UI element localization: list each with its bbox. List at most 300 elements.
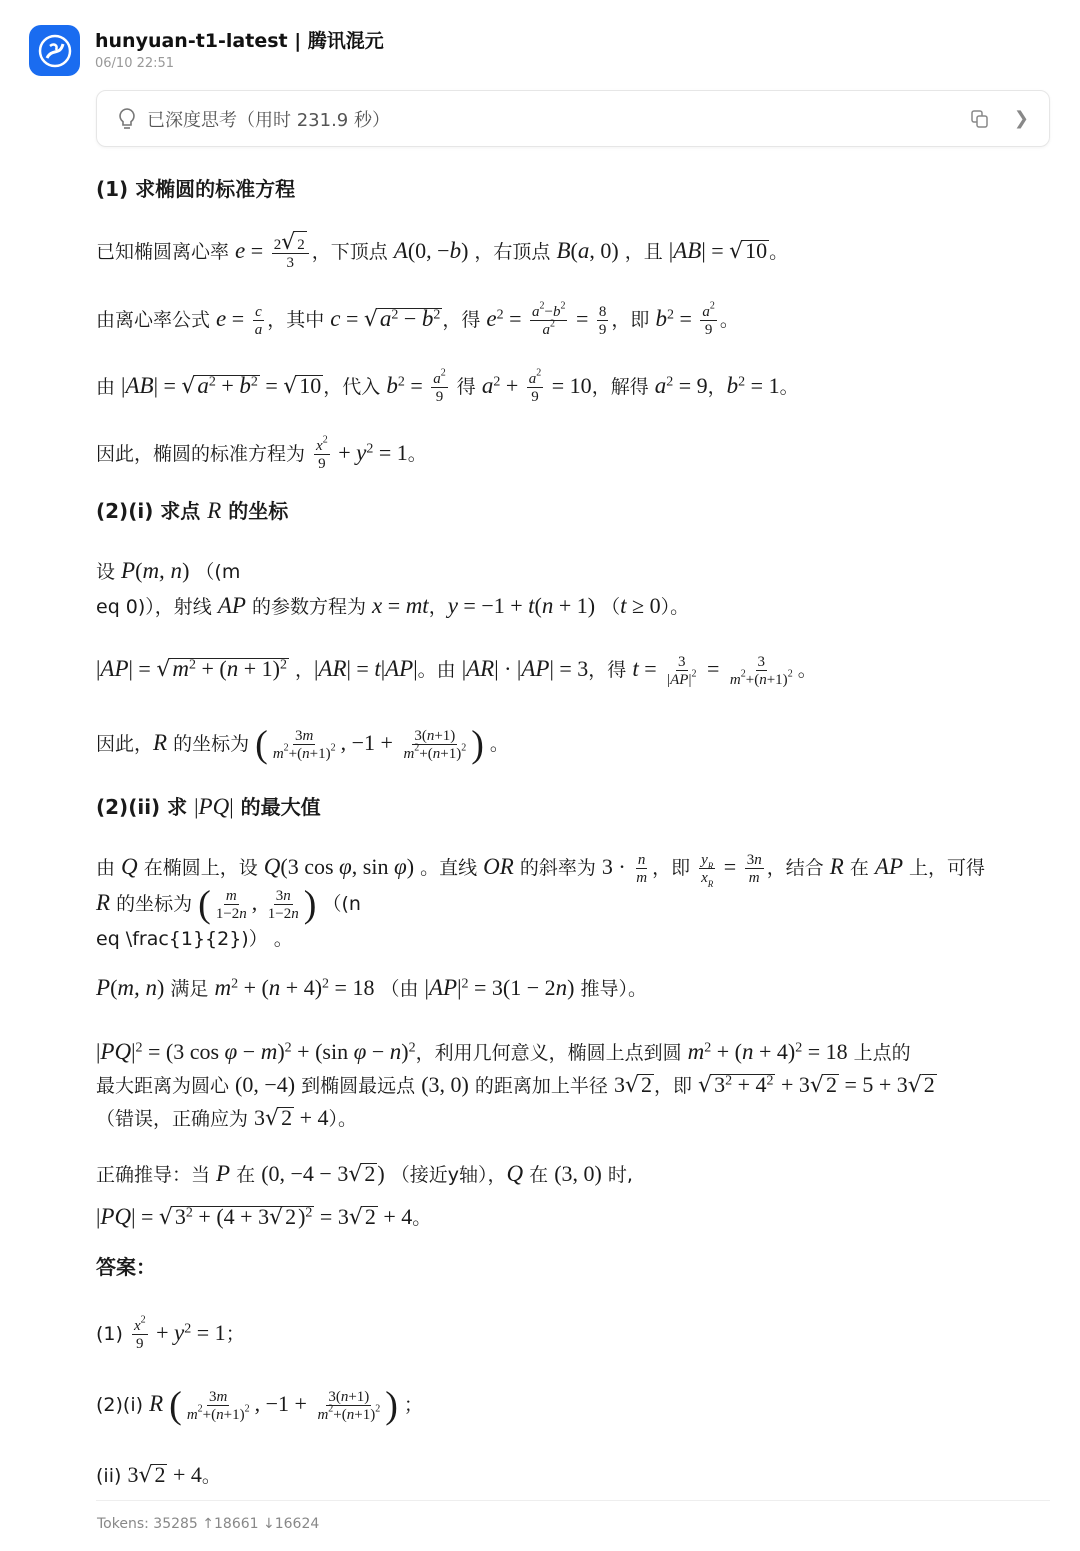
math-fraction <box>431 367 448 405</box>
text: ，得 <box>442 309 487 331</box>
paragraph <box>96 652 1056 688</box>
heading-text: 的坐标 <box>221 499 289 523</box>
math-superscript: 2 <box>550 318 555 330</box>
fraction-numerator <box>207 1388 229 1406</box>
math-superscript: 2 <box>795 1040 803 1056</box>
math-text: = 1 <box>745 373 780 398</box>
text: 由离心率公式 <box>96 309 217 331</box>
math-variable: m, n <box>117 975 158 1000</box>
math-text: = 18 <box>802 1039 848 1064</box>
math-sqrt <box>348 1204 378 1230</box>
math-text: | <box>96 656 101 681</box>
math-sqrt <box>907 1072 937 1098</box>
sqrt-radicand <box>712 1074 775 1097</box>
text: （错误，正确应为 <box>96 1108 255 1130</box>
math-variable: e <box>216 306 227 331</box>
math-text: + ( <box>238 975 269 1000</box>
chevron-right-icon[interactable]: ❯ <box>1013 108 1029 129</box>
math-variable: n <box>389 1039 402 1064</box>
math-variable: AB <box>125 373 154 398</box>
math-text: | <box>380 656 386 681</box>
fraction-numerator <box>253 303 264 321</box>
math-variable: t <box>374 656 381 681</box>
math-text: (0, − <box>407 238 450 263</box>
math-variable: a <box>654 373 667 398</box>
text: 在 <box>523 1164 555 1186</box>
math-text: = <box>382 593 406 618</box>
math-variable: n <box>283 888 291 904</box>
fraction-denominator <box>134 1335 146 1352</box>
math-text: | <box>413 656 418 681</box>
math-variable: y <box>174 1320 185 1345</box>
math-variable: AR <box>318 656 347 681</box>
fraction-denominator <box>699 869 715 889</box>
math-text: +1) <box>440 746 462 762</box>
sqrt-radicand <box>743 240 769 263</box>
math-fraction <box>185 1388 252 1423</box>
heading-text: 的最大值 <box>233 795 321 819</box>
math-big-paren: ) <box>385 1384 398 1427</box>
math-variable: R <box>153 730 168 755</box>
math-variable: P <box>216 1161 231 1186</box>
math-text: ) <box>182 558 190 583</box>
text: （(n <box>316 893 361 915</box>
fraction-denominator <box>315 1403 382 1423</box>
math-text: ) <box>277 1039 285 1064</box>
math-text: + ( <box>195 656 227 681</box>
fraction-numerator <box>597 303 609 321</box>
heading-text: (1) 求椭圆的标准方程 <box>96 177 296 201</box>
math-fraction <box>527 367 544 405</box>
text: ，右顶点 <box>468 241 557 263</box>
text: ，利用几何意义，椭圆上点到圆 <box>415 1042 688 1064</box>
math-text: + 4 <box>732 1072 767 1097</box>
math-variable: AP <box>874 854 904 879</box>
fraction-numerator <box>756 653 768 671</box>
math-text: , <box>251 890 263 915</box>
math-fraction <box>315 1388 382 1423</box>
math-fraction <box>272 229 309 271</box>
math-variable: x <box>316 438 323 454</box>
math-text: 3 <box>286 254 294 271</box>
math-variable: n <box>291 906 299 922</box>
answer-heading <box>96 1250 1056 1285</box>
math-variable: n <box>340 1389 349 1405</box>
math-text: , sin <box>351 854 394 879</box>
math-variable: b <box>552 304 561 320</box>
math-text: ) <box>567 975 575 1000</box>
math-superscript: 2 <box>666 374 674 390</box>
math-fraction <box>132 1314 148 1352</box>
sqrt-radicand <box>297 375 323 398</box>
model-avatar <box>29 25 80 76</box>
math-variable: n <box>268 975 281 1000</box>
math-text: = 3 <box>314 1204 349 1229</box>
math-variable: n <box>226 656 239 681</box>
sqrt-radical-icon: √ <box>809 1073 824 1098</box>
text: 上，可得 <box>903 857 986 879</box>
sqrt-radical-icon: √ <box>265 1106 280 1131</box>
text: 。 <box>412 1207 432 1229</box>
math-variable: t <box>632 656 639 681</box>
math-variable: b <box>655 306 667 331</box>
math-text: 3 <box>746 852 755 868</box>
math-sqrt <box>698 1072 775 1098</box>
math-variable: φ <box>353 1039 367 1064</box>
math-variable: R <box>207 498 222 523</box>
math-variable: a <box>528 371 537 387</box>
math-text: | <box>96 1204 101 1229</box>
math-text: | <box>314 656 319 681</box>
math-variable: m <box>317 1407 329 1423</box>
math-fraction <box>634 851 649 886</box>
math-text: +( <box>202 1407 217 1423</box>
math-variable: x <box>372 593 383 618</box>
math-variable: m <box>186 1407 198 1423</box>
fraction-denominator <box>728 668 795 688</box>
math-fraction <box>699 851 715 889</box>
math-text: = 1 <box>373 440 408 465</box>
text: 到椭圆最远点 <box>295 1075 422 1097</box>
text: （接近y轴）， <box>384 1164 507 1186</box>
math-text: | <box>131 1039 136 1064</box>
math-superscript: 2 <box>397 374 405 390</box>
lightbulb-icon <box>117 107 137 131</box>
fraction-numerator <box>527 367 544 388</box>
math-text: + 4 <box>167 1462 202 1487</box>
math-text: ) <box>406 854 415 879</box>
text: ，结合 <box>766 857 830 879</box>
math-fraction <box>253 303 265 338</box>
math-variable: e <box>486 306 497 331</box>
sqrt-radicand <box>362 1163 377 1186</box>
sqrt-radicand <box>824 1074 839 1097</box>
math-variable: a <box>254 322 263 338</box>
math-text: +1) <box>766 672 788 688</box>
math-fraction <box>665 653 698 688</box>
math-variable: OR <box>483 854 514 879</box>
math-fraction <box>271 727 338 762</box>
text: 最大距离为圆心 <box>96 1075 236 1097</box>
math-text: + 4) <box>280 975 323 1000</box>
math-text: − <box>544 304 553 320</box>
answer-2ii <box>96 1458 1056 1493</box>
paragraph <box>96 229 1056 271</box>
math-text: , 0) <box>589 238 619 263</box>
sqrt-radical-icon: √ <box>138 1463 153 1488</box>
math-text: 3( <box>414 728 427 744</box>
math-text: | <box>668 238 674 263</box>
fraction-denominator <box>266 905 301 922</box>
fraction-denominator <box>253 321 265 338</box>
math-text: | <box>688 672 692 688</box>
text: 由 <box>96 857 122 879</box>
math-superscript: 2 <box>493 374 501 390</box>
math-variable: a <box>702 304 710 320</box>
math-superscript: 2 <box>330 742 336 754</box>
paragraph <box>96 850 1056 956</box>
text: 的距离加上半径 <box>468 1075 614 1097</box>
math-text: + 4 <box>294 1105 329 1130</box>
math-text: = <box>570 306 594 331</box>
math-variable: n <box>346 1407 355 1423</box>
math-text: 2 <box>825 1072 837 1097</box>
math-variable: Q <box>263 854 281 879</box>
text: ，即 <box>653 1075 699 1097</box>
math-text: 2 <box>273 236 282 253</box>
math-text: +1) <box>223 1407 245 1423</box>
math-variable: b <box>726 373 739 398</box>
paragraph <box>96 1036 1056 1135</box>
math-variable: PQ <box>198 794 230 819</box>
math-text: 2 <box>297 236 305 253</box>
heading-text: (2)(ii) 求 <box>96 795 195 819</box>
fraction-denominator <box>185 1403 252 1423</box>
math-fraction <box>314 434 330 472</box>
math-variable: m <box>302 728 314 744</box>
math-text: ) <box>401 1039 409 1064</box>
math-text: ≥ 0 <box>626 593 661 618</box>
fraction-denominator <box>284 254 296 271</box>
math-text: | · | <box>494 656 522 681</box>
thinking-panel[interactable] <box>96 90 1050 147</box>
section-heading-2ii <box>96 790 1056 825</box>
math-text: +( <box>419 746 433 762</box>
math-text: 1−2 <box>215 906 240 922</box>
math-variable: c <box>255 304 262 320</box>
text: ）。 <box>328 1108 358 1130</box>
math-variable: b <box>386 373 398 398</box>
math-superscript: 2 <box>709 300 715 312</box>
text: (2)(i) <box>96 1394 150 1416</box>
math-superscript: 2 <box>408 1040 416 1056</box>
math-text: ) <box>377 1161 385 1186</box>
text: 满足 <box>164 978 215 1000</box>
math-text: 2 <box>923 1072 935 1097</box>
sqrt-radicand <box>279 1107 294 1130</box>
math-text: − <box>366 1039 390 1064</box>
math-superscript: 2 <box>279 657 287 673</box>
fraction-numerator <box>700 300 717 321</box>
text: ； <box>397 1394 423 1416</box>
math-variable: c <box>330 306 341 331</box>
math-sqrt <box>181 373 259 399</box>
math-text: 3 <box>714 1072 726 1097</box>
math-variable: AR <box>466 656 495 681</box>
math-text: | <box>457 975 462 1000</box>
math-variable: m <box>214 975 232 1000</box>
fraction-numerator <box>224 887 239 905</box>
math-text: 3 <box>174 1204 186 1229</box>
math-text: +1) <box>309 746 331 762</box>
message-timestamp: 06/10 22:51 <box>95 56 175 71</box>
math-text: 2 <box>154 1462 166 1487</box>
math-text: ( <box>534 593 542 618</box>
paragraph <box>96 554 1056 624</box>
math-text: | = <box>701 238 730 263</box>
sqrt-radicand <box>195 375 259 398</box>
answer-1 <box>96 1316 1056 1352</box>
section-heading-1 <box>96 172 1056 207</box>
text: ，代入 <box>323 376 387 398</box>
math-fraction <box>214 887 249 922</box>
math-superscript: 2 <box>185 1205 193 1221</box>
math-text: | = <box>153 373 182 398</box>
math-variable: n <box>302 746 310 762</box>
math-variable: AP <box>385 656 414 681</box>
math-text: = <box>503 306 528 331</box>
text: （(m <box>189 561 241 583</box>
text: ，即 <box>611 309 656 331</box>
math-text: = <box>259 373 284 398</box>
math-text: +1) <box>434 728 456 744</box>
math-text: 3 <box>295 728 303 744</box>
math-text: ) <box>157 975 165 1000</box>
math-variable: a <box>481 373 494 398</box>
math-superscript: 2 <box>284 1040 292 1056</box>
math-sqrt <box>809 1072 839 1098</box>
fraction-denominator <box>316 455 328 472</box>
math-fraction <box>728 653 795 688</box>
fraction-numerator <box>676 653 688 671</box>
math-superscript: 2 <box>691 668 697 680</box>
math-variable: AP <box>428 975 458 1000</box>
math-superscript: 2 <box>461 742 467 754</box>
math-text: 2 <box>285 1204 297 1229</box>
math-variable: m <box>225 888 237 904</box>
math-variable: m <box>260 1039 278 1064</box>
math-variable: AP <box>100 656 129 681</box>
text: ， <box>707 376 727 398</box>
sqrt-radicand <box>170 658 289 681</box>
fraction-denominator <box>434 388 446 405</box>
fraction-numerator <box>636 851 648 869</box>
math-variable: m <box>403 746 415 762</box>
math-variable: m <box>687 1039 705 1064</box>
math-superscript: 2 <box>208 374 216 390</box>
copy-icon[interactable] <box>970 109 990 129</box>
math-text: 3 <box>254 1105 266 1130</box>
math-text: | <box>424 975 429 1000</box>
fraction-denominator <box>271 742 338 762</box>
math-text: = (3 cos <box>142 1039 225 1064</box>
text: 在 <box>843 857 875 879</box>
paragraph <box>96 1153 1056 1239</box>
fraction-denominator <box>214 905 249 922</box>
sqrt-radical-icon: √ <box>729 239 744 264</box>
text: 的坐标为 <box>167 733 256 755</box>
math-sqrt <box>729 238 769 264</box>
math-superscript: 2 <box>197 1403 203 1415</box>
math-text: 2 <box>364 1161 376 1186</box>
math-variable: φ <box>224 1039 238 1064</box>
math-variable: n <box>541 593 554 618</box>
paragraph <box>96 302 1056 338</box>
section-heading-2i <box>96 494 1056 529</box>
math-variable: m <box>272 746 284 762</box>
math-text: 2 <box>364 1204 376 1229</box>
text: (1) <box>96 1323 129 1345</box>
text: 。 <box>797 659 817 681</box>
math-variable: B <box>556 238 571 263</box>
math-text: = <box>226 306 250 331</box>
math-text: ( <box>110 975 118 1000</box>
math-variable: m <box>748 870 760 886</box>
math-text: + 1) <box>553 593 596 618</box>
math-big-paren: ( <box>255 723 268 766</box>
math-text: ( <box>135 558 143 583</box>
math-text: + (sin <box>291 1039 354 1064</box>
math-variable: y <box>447 593 458 618</box>
math-text: − <box>237 1039 261 1064</box>
math-text: = <box>404 373 429 398</box>
math-text: = <box>718 854 742 879</box>
sqrt-radical-icon: √ <box>181 374 196 399</box>
math-text: 10 <box>299 373 322 398</box>
math-text: 9 <box>318 456 326 472</box>
sqrt-radical-icon: √ <box>281 229 296 255</box>
math-text: | <box>96 1039 101 1064</box>
math-text: + <box>215 373 240 398</box>
math-sqrt <box>281 229 307 255</box>
fraction-denominator <box>747 869 762 886</box>
math-text: 1−2 <box>267 906 292 922</box>
math-variable: n <box>239 906 247 922</box>
text: （ <box>595 596 621 618</box>
math-variable: AP <box>521 656 550 681</box>
text: ， <box>288 659 314 681</box>
math-variable: n <box>432 746 441 762</box>
math-text: 10 <box>745 238 768 263</box>
math-text: 8 <box>598 304 607 320</box>
math-text: = <box>701 656 725 681</box>
sqrt-radicand <box>378 308 442 331</box>
text: 已知椭圆离心率 <box>96 241 236 263</box>
math-superscript: 2 <box>184 1321 192 1337</box>
math-sqrt <box>156 656 289 682</box>
math-superscript: 2 <box>140 1314 146 1326</box>
math-variable: a <box>197 373 209 398</box>
text: ，且 <box>618 241 669 263</box>
math-superscript: 2 <box>433 307 441 323</box>
math-text: | = 3 <box>549 656 589 681</box>
math-variable: n <box>759 672 767 688</box>
math-variable: x <box>701 870 708 886</box>
math-variable: a <box>542 322 550 338</box>
math-text: + 1) <box>238 656 280 681</box>
text: 设 <box>96 561 122 583</box>
sqrt-radicand <box>295 231 307 254</box>
math-text: = <box>245 238 269 263</box>
math-text: = <box>638 656 663 681</box>
math-fraction <box>401 727 468 762</box>
math-text: (0, −4 − 3 <box>261 1161 349 1186</box>
math-variable: a <box>532 304 540 320</box>
math-big-paren: ( <box>198 883 211 926</box>
math-sqrt <box>283 373 323 399</box>
math-sqrt <box>624 1072 654 1098</box>
text: 时, <box>601 1164 633 1186</box>
math-variable: A <box>393 238 408 263</box>
math-superscript: 2 <box>414 742 420 754</box>
math-variable: R <box>96 890 111 915</box>
math-variable: n <box>216 1407 224 1423</box>
math-variable: φ <box>393 854 407 879</box>
math-variable: m <box>729 672 741 688</box>
text: ， <box>428 596 448 618</box>
text: 。 <box>779 376 799 398</box>
math-variable: b <box>239 373 251 398</box>
